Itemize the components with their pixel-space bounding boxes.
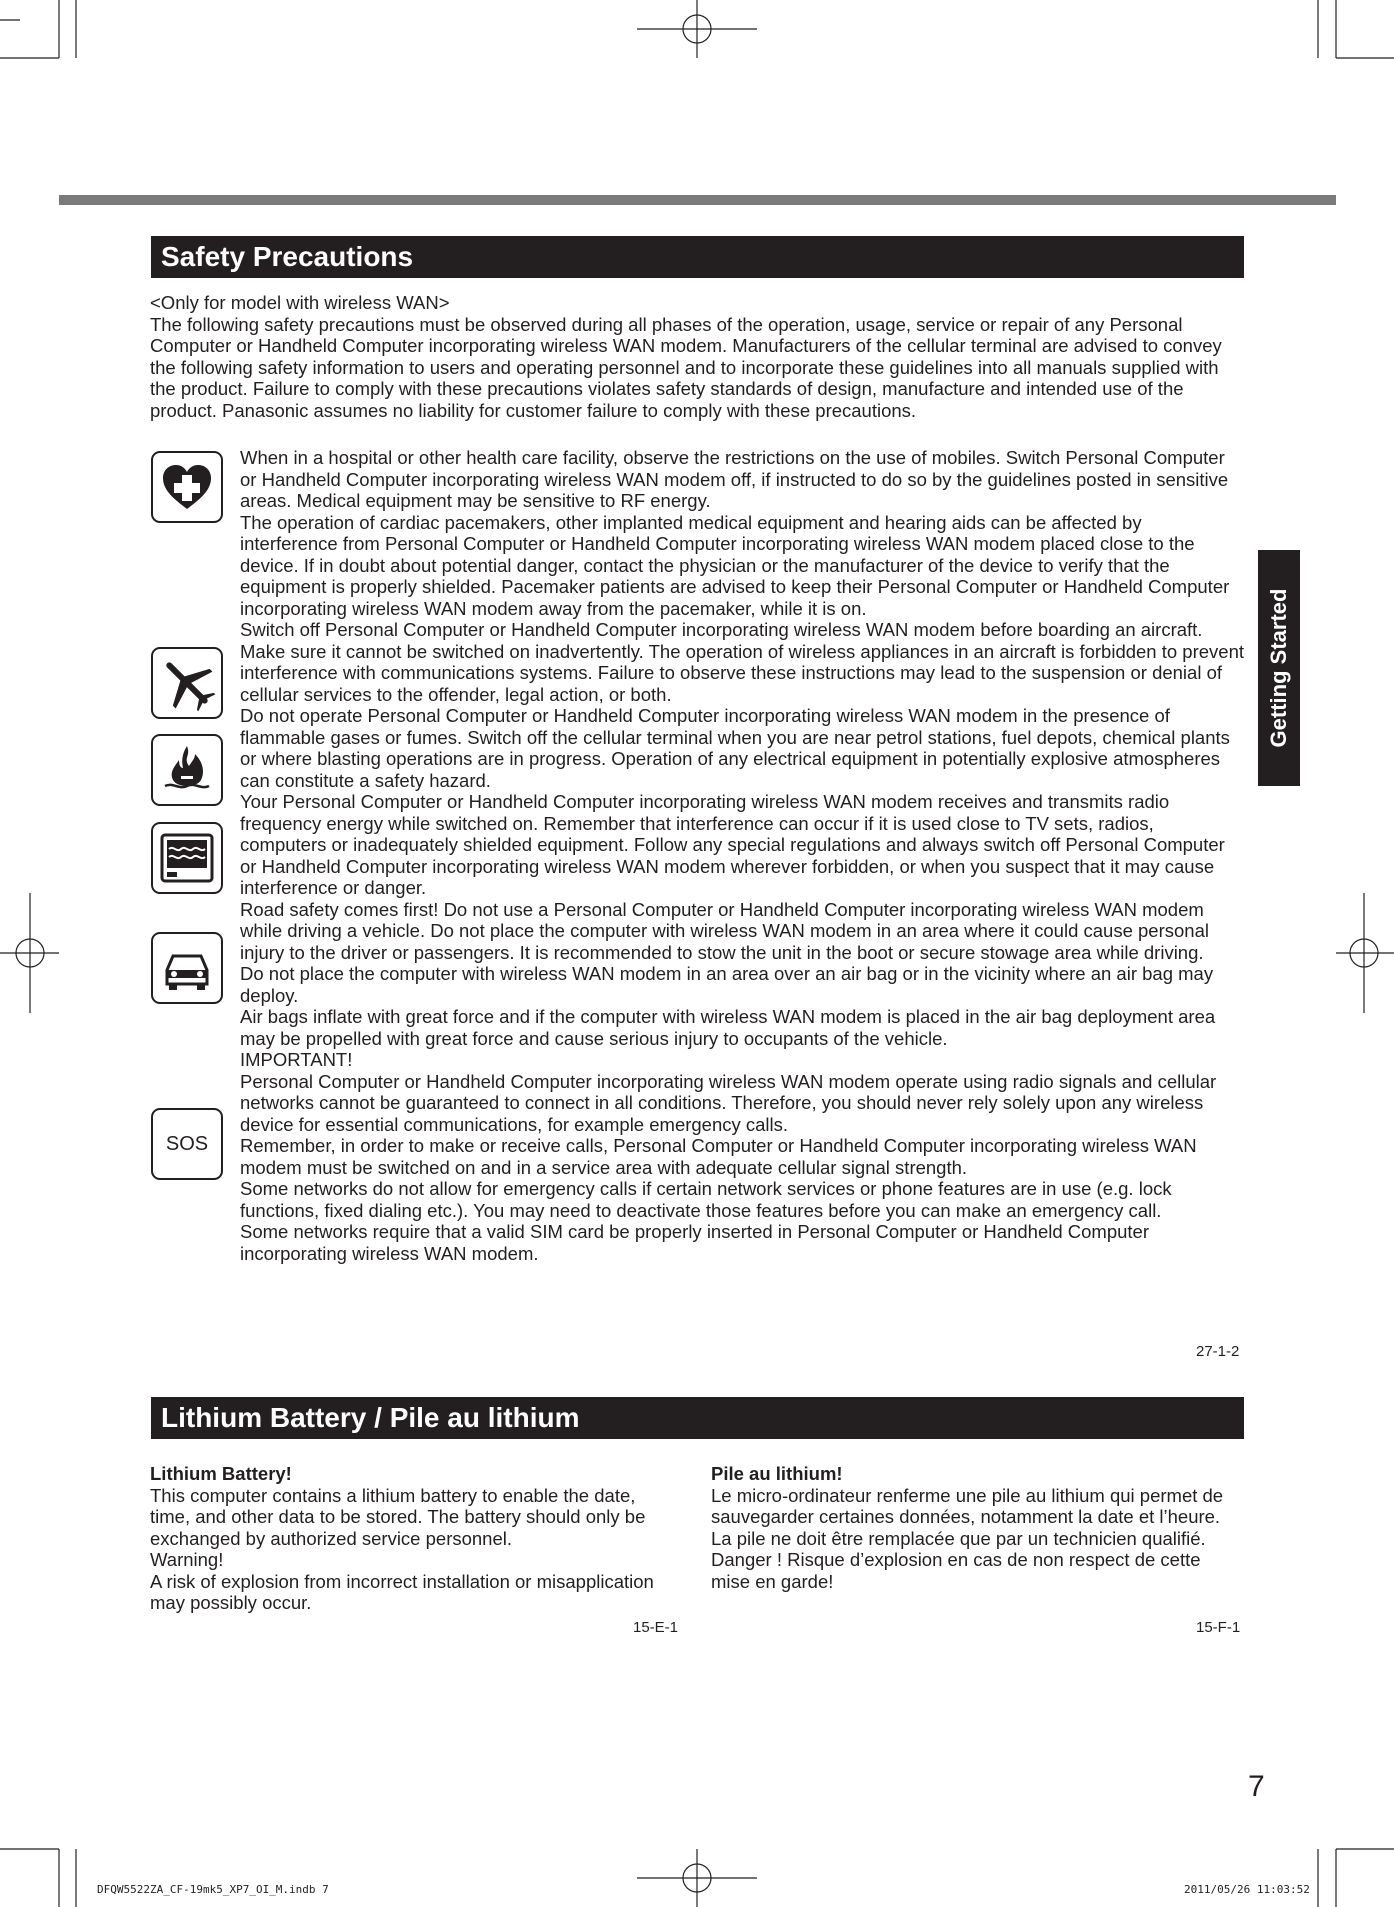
entry-flammable: Do not operate Personal Computer or Handheld Computer incorporating wireless WAN modem in the presence of flammable gases or fumes. Switch off the cellular terminal when you are near petrol stations, fuel depots, chemical plants or where blasting operations are in progress. Operation of any electrical equipment in potentially explosive atmospheres can constitute a safety hazard. [240, 705, 1230, 791]
entry-pacemaker: The operation of cardiac pacemakers, other implanted medical equipment and hearing aids can be affected by interference from Personal Computer or Handheld Computer incorporating wireless WAN modem placed close to the device. If in doubt about potential danger, contact the physician or the manufacturer of the device to verify that the equipment is properly shielded. Pacemaker patients are advised to keep their Personal Computer or Handheld Computer incorporating wireless WAN modem away from the pacemaker, while it is on. [240, 511, 1230, 619]
sos-icon: SOS [151, 1108, 223, 1180]
entry-emergency-calls: Some networks do not allow for emergency calls if certain network services or phone features are in use (e.g. lock functions, fixed dialing etc.). You may need to deactivate those features before you can make an emergency call. [240, 1178, 1172, 1221]
lithium-en-heading: Lithium Battery! [150, 1463, 292, 1484]
intro-paragraph: The following safety precautions must be observed during all phases of the operation, usage, service or repair of any Personal Computer or Handheld Computer incorporating wireless WAN modem. Manufacturers of the cellular terminal are advised to convey the following safety information to users and operating personnel and to incorporate these guidelines into all manuals supplied with the product. Failure to comply with these precautions violates safety standards of design, manufacture and intended use of the product. Panasonic assumes no liability for customer failure to comply with these precautions. [150, 313, 1222, 421]
entry-interference: Your Personal Computer or Handheld Computer incorporating wireless WAN modem receives and transmits radio frequency energy while switched on. Remember that interference can occur if it is used close to TV sets, radios, computers or inadequately shielded equipment. Follow any special regulations and always switch off Personal Computer or Handheld Computer incorporating wireless WAN modem wherever forbidden, or when you suspect that it may cause interference or danger. [240, 791, 1225, 898]
section-title-safety: Safety Precautions [151, 236, 1244, 278]
side-tab [1258, 550, 1300, 786]
model-note: <Only for model with wireless WAN> [150, 292, 450, 313]
lithium-english [150, 1463, 680, 1614]
entry-important: IMPORTANT! [240, 1049, 353, 1070]
airplane-icon [151, 647, 223, 719]
entry-radio-signals: Personal Computer or Handheld Computer incorporating wireless WAN modem operate using radio signals and cellular networks cannot be guaranteed to connect in all conditions. Therefore, you should never rely solely upon any wireless device for essential communications, for example emergency calls. [240, 1070, 1217, 1135]
entry-aircraft: Switch off Personal Computer or Handheld Computer incorporating wireless WAN modem before boarding an aircraft. Make sure it cannot be switched on inadvertently. The operation of wireless appliances in an aircraft is forbidden to prevent interference with communications systems. Failure to observe these instructions may lead to the suspension or denial of cellular services to the offender, legal action, or both. [240, 619, 1245, 705]
lithium-french [711, 1463, 1241, 1592]
car-icon [151, 932, 223, 1004]
lithium-en-text: This computer contains a lithium battery to enable the date, time, and other data to be stored. The battery should only be exchanged by authorized service personnel. [150, 1484, 646, 1549]
flammable-icon [151, 734, 223, 806]
lithium-fr-ref: 15-F-1 [1196, 1619, 1241, 1636]
lithium-fr-text: Le micro-ordinateur renferme une pile au lithium qui permet de sauvegarder certaines données, notamment la date et l’heure. La pile ne doit être remplacée que par un technicien qualifié. [711, 1484, 1224, 1549]
lithium-fr-danger: Danger ! Risque d’explosion en cas de non respect de cette mise en garde! [711, 1549, 1201, 1592]
entry-airbag: Do not place the computer with wireless WAN modem in an area over an air bag or in the vicinity where an air bag may deploy. [240, 963, 1214, 1006]
safety-entries [240, 447, 1244, 1264]
entry-road-safety: Road safety comes first! Do not use a Personal Computer or Handheld Computer incorporating wireless WAN modem while driving a vehicle. Do not place the computer with wireless WAN modem in an area where it could cause personal injury to the driver or passengers. It is recommended to stow the unit in the boot or secure stowage area while driving. [240, 898, 1209, 963]
lithium-fr-heading: Pile au lithium! [711, 1463, 843, 1484]
entry-service-area: Remember, in order to make or receive calls, Personal Computer or Handheld Computer incorporating wireless WAN modem must be switched on and in a service area with adequate cellular signal strength. [240, 1135, 1197, 1178]
entry-sim-card: Some networks require that a valid SIM card be properly inserted in Personal Computer or Handheld Computer incorporating wireless WAN modem. [240, 1221, 1150, 1264]
footer-file-info: DFQW5522ZA_CF-19mk5_XP7_OI_M.indb 7 [97, 1883, 329, 1896]
side-tab-label: Getting Started [1266, 588, 1291, 748]
lithium-en-warning: Warning! [150, 1549, 224, 1570]
lithium-en-risk: A risk of explosion from incorrect installation or misapplication may possibly occur. [150, 1570, 654, 1613]
top-rule [59, 195, 1336, 205]
footer-timestamp: 2011/05/26 11:03:52 [1184, 1883, 1310, 1896]
entry-hospital: When in a hospital or other health care facility, observe the restrictions on the use of mobiles. Switch Personal Computer or Handheld Computer incorporating wireless WAN modem off, if instructed to do so by the guidelines posted in sensitive areas. Medical equipment may be sensitive to RF energy. [240, 447, 1229, 511]
tv-interference-icon [151, 822, 223, 894]
page-number: 7 [1248, 1770, 1265, 1803]
medical-icon [151, 451, 223, 523]
lithium-en-ref: 15-E-1 [633, 1619, 679, 1636]
section-title-lithium: Lithium Battery / Pile au lithium [151, 1397, 1244, 1439]
safety-ref-code: 27-1-2 [1196, 1343, 1240, 1360]
entry-airbag-force: Air bags inflate with great force and if the computer with wireless WAN modem is placed in the air bag deployment area may be propelled with great force and cause serious injury to occupants of the vehicle. [240, 1006, 1216, 1049]
safety-intro [150, 292, 1244, 421]
